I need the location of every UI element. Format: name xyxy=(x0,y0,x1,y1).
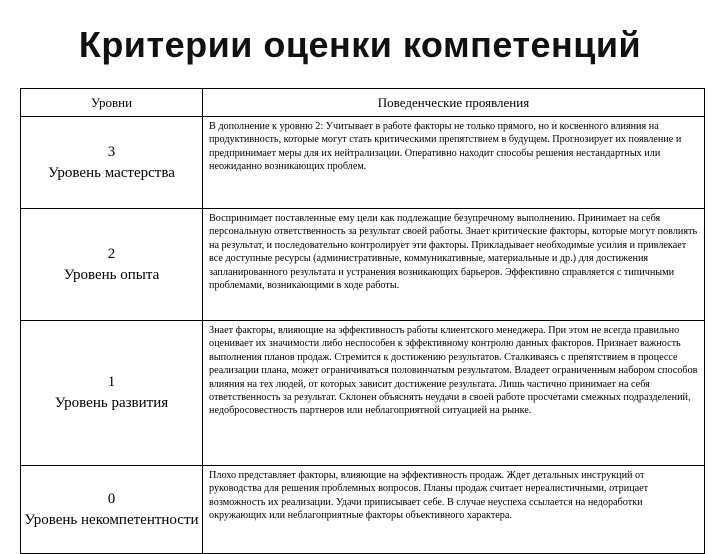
level-name: Уровень развития xyxy=(54,395,169,411)
level-name: Уровень опыта xyxy=(63,266,160,283)
table-row xyxy=(21,466,705,554)
level-number: 1 xyxy=(107,374,116,390)
level-number: 3 xyxy=(107,143,116,160)
level-cell xyxy=(21,466,203,554)
behavior-description: Знает факторы, влияющие на эффективность работы клиентского менеджера. При этом не всегда правильно оценивает их значимости либо неспособен к эффективному контролю данных факторов. Признает важность выполнения планов продаж. Стремится к достижению результатов. Сталкиваясь с препятствием в процессе реализации плана, может ограничиваться половинчатым результатом. Владеет ограниченным набором способов влияния на тех людей, от которых зависит достижение результата. Лишь частично принимает на себя ответственность за результат. Склонен объяснять неудачи в своей работе просчетами смежных подразделений, недобросовестность партнеров или неблагоприятной ситуацией на рынке. xyxy=(203,321,705,466)
table-row xyxy=(21,209,705,321)
level-cell xyxy=(21,117,203,209)
level-cell xyxy=(21,321,203,466)
level-number: 0 xyxy=(107,490,116,507)
table-row xyxy=(21,117,705,209)
slide-title: Критерии оценки компетенций xyxy=(78,24,642,65)
level-name: Уровень мастерства xyxy=(48,164,175,181)
level-cell xyxy=(21,209,203,321)
header-levels: Уровни xyxy=(21,89,203,117)
table-row xyxy=(21,321,705,466)
behavior-description: В дополнение к уровню 2: Учитывает в работе факторы не только прямого, но и косвенного влияния на продуктивность, которые могут стать критическими препятствием в будущем. Прогнозирует их появление и предпринимает меры для их нейтрализации. Оперативно находит способы решения нестандартных или неожиданно возникающих проблем. xyxy=(203,117,705,209)
behavior-description: Плохо представляет факторы, влияющие на эффективность продаж. Ждет детальных инструкций от руководства для решения проблемных вопросов. Планы продаж считает нереалистичными, отрицает возможность их реализации. Удачи приписывает себе. В случае неуспеха ссылается на недоработки окружающих или неблагоприятные факторы объективного характера. xyxy=(203,466,705,554)
level-number: 2 xyxy=(107,245,116,262)
behavior-description: Воспринимает поставленные ему цели как подлежащие безупречному выполнению. Принимает на себя персональную ответственность за результат своей работы. Знает критические факторы, которые могут повлиять на результат, и последовательно контролирует эти факторы. Прикладывает необходимые усилия и привлекает все доступные ресурсы (административные, коммуникативные, материальные и др.) для достижения запланированного результата и устранения возникающих барьеров. Эффективно справляется с типичными проблемами, возникающими в ходе работы. xyxy=(203,209,705,321)
level-name: Уровень некомпетентности xyxy=(24,511,199,528)
header-behaviors: Поведенческие проявления xyxy=(203,89,705,117)
table-header-row xyxy=(21,89,705,117)
competency-criteria-table xyxy=(20,88,705,554)
